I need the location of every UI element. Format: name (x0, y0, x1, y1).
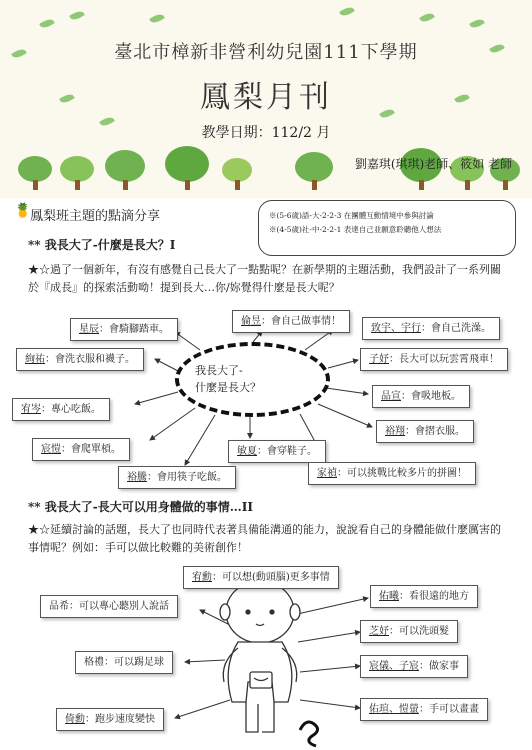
child-name: 裕翔 (385, 426, 405, 437)
child-name: 致宇、宇行 (371, 323, 421, 334)
child-answer: ：可以踢足球 (104, 657, 164, 668)
child-answer: ：可以洗頭髮 (389, 626, 449, 637)
child-answer: ：會穿鞋子。 (257, 446, 317, 457)
child-name: 子妤 (369, 354, 389, 365)
child-answer: ：手可以畫畫 (419, 704, 479, 715)
child-answer-box (360, 698, 488, 721)
child-answer: ：會摺衣服。 (405, 426, 465, 437)
center-line: 什麼是長大？ (195, 381, 261, 394)
child-answer-box (183, 566, 339, 589)
child-name: 宸愷 (41, 444, 61, 455)
child-name: 倚勳 (65, 714, 85, 725)
child-answer: ：會用筷子吃飯。 (147, 472, 227, 483)
child-answer: ：會爬單槓。 (61, 444, 121, 455)
child-name: 星辰 (79, 324, 99, 335)
teacher-names: 劉嘉琪(琪琪)老師、筱如 老師 (354, 157, 512, 171)
child-answer-box (40, 595, 178, 618)
child-answer: ：做家事 (419, 661, 459, 672)
child-answer-box (56, 708, 164, 731)
child-answer-box (75, 651, 173, 674)
child-name: 家禎 (317, 468, 337, 479)
child-answer: ：專心吃飯。 (41, 404, 101, 415)
child-answer: ：長大可以玩雲霄飛車！ (389, 354, 499, 365)
child-answer: ：會自己洗澡。 (421, 323, 491, 334)
part1-heading: ** 我長大了-什麼是長大？I (28, 238, 176, 252)
child-answer: ：可以專心聽別人說話 (69, 601, 169, 612)
child-name: 佑曦 (379, 591, 399, 602)
child-name: 倫昱 (241, 316, 261, 327)
center-line: 我長大了- (195, 364, 243, 377)
child-name: 絢祐 (25, 354, 45, 365)
section-title: 鳳梨班主題的點滴分享 (30, 209, 161, 224)
child-name: 宥勳 (192, 572, 212, 583)
child-answer-box (360, 655, 468, 678)
child-name: 品宣 (381, 391, 401, 402)
pineapple-icon: 🍍 (14, 203, 32, 219)
curriculum-note: ※(5-6歲)語-大-2-2-3 在團體互動情境中參與討論 (269, 211, 434, 220)
child-name: 裕騰 (127, 472, 147, 483)
child-answer: ：看很遠的地方 (399, 591, 469, 602)
teaching-date: 教學日期：112/2 月 (201, 125, 331, 141)
curriculum-note: ※(4-5歲)社-中-2-2-1 表達自己並願意聆聽他人想法 (269, 225, 442, 234)
child-answer-box (360, 620, 458, 643)
child-answer: ：可以挑戰比較多片的拼圖！ (337, 468, 467, 479)
child-answer: ：會自己做事情！ (261, 316, 341, 327)
part1-paragraph: ★☆過了一個新年，有沒有感覺自己長大了一點點呢？在新學期的主題活動，我們設計了一系列關於『成長』的探索活動呦！提到長大…你/妳覺得什麼是長大呢？ (28, 263, 501, 294)
child-name: 敏夏 (237, 446, 257, 457)
part2-paragraph: ★☆延續討論的話題，長大了也同時代表著具備能溝通的能力，說說看自己的身體能做什麼厲害的事情呢？例如：手可以做比較難的美術創作！ (28, 523, 501, 554)
newsletter-title: 鳳梨月刊 (200, 80, 332, 115)
child-answer: ：跑步速度變快 (85, 714, 155, 725)
child-name: 宥岑 (21, 404, 41, 415)
part2-heading: ** 我長大了-長大可以用身體做的事情…II (28, 500, 253, 514)
school-name: 臺北市樟新非營利幼兒園111下學期 (114, 42, 418, 63)
child-name: 品希 (49, 601, 69, 612)
child-name: 宸儀、子宸 (369, 661, 419, 672)
child-answer: ：會吸地板。 (401, 391, 461, 402)
child-answer: ：會騎腳踏車。 (99, 324, 169, 335)
child-name: 格禮 (84, 657, 104, 668)
child-answer-box (370, 585, 478, 608)
child-answer: ：可以想(動頭腦)更多事情 (212, 572, 330, 583)
child-answer: ：會洗衣服和襪子。 (45, 354, 135, 365)
child-name: 佑瑄、愷螢 (369, 704, 419, 715)
child-name: 芝妤 (369, 626, 389, 637)
